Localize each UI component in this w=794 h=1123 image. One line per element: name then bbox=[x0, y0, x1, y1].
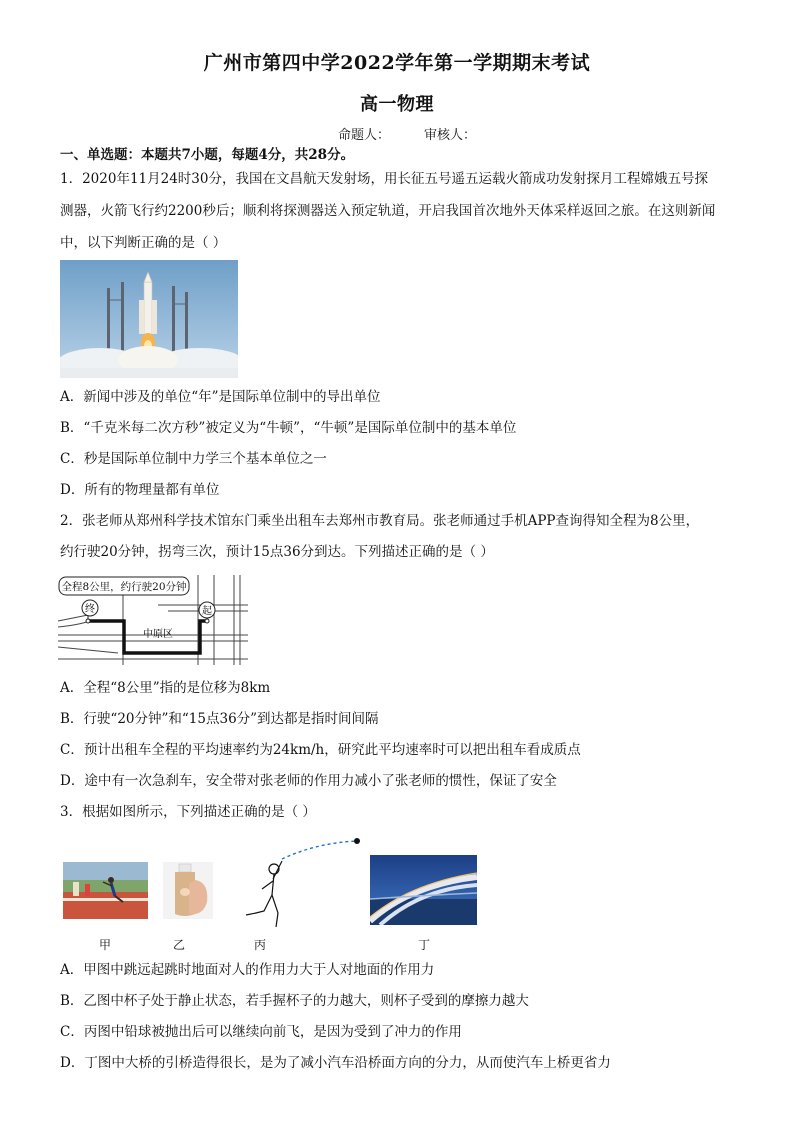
exam-title: 广州市第四中学2022学年第一学期期末考试 bbox=[203, 52, 591, 74]
section-heading: 一、单选题：本题共7小题，每题4分，共28分。 bbox=[60, 147, 355, 163]
district-label: 中原区 bbox=[143, 629, 173, 640]
map-callout: 全程8公里，约行驶20分钟 bbox=[61, 581, 187, 593]
route-map bbox=[58, 575, 248, 665]
q3-option-d: D．丁图中大桥的引桥造得很长，是为了减小汽车沿桥面方向的分力，从而使汽车上桥更省力 bbox=[60, 1055, 611, 1071]
q1-line-1: 1．2020年11月24时30分，我国在文昌航天发射场，用长征五号遥五运载火箭成功发射探月工程嫦娥五号探 bbox=[60, 171, 708, 187]
figure-label-jia: 甲 bbox=[99, 938, 112, 952]
figure-label-yi: 乙 bbox=[173, 938, 186, 952]
q2-option-d: D．途中有一次急刹车，安全带对张老师的作用力减小了张老师的惯性，保证了安全 bbox=[60, 773, 557, 789]
setter-label: 命题人： bbox=[338, 128, 391, 143]
q3-option-c: C．丙图中铅球被抛出后可以继续向前飞，是因为受到了冲力的作用 bbox=[60, 1024, 462, 1040]
q2-line-2: 约行驶20分钟，拐弯三次，预计15点36分到达。下列描述正确的是（ ） bbox=[60, 544, 494, 560]
shot-put-drawing bbox=[236, 833, 366, 933]
q2-option-c: C．预计出租车全程的平均速率约为24km/h，研究此平均速率时可以把出租车看成质点 bbox=[60, 742, 581, 758]
start-marker: 起 bbox=[202, 606, 212, 617]
q2-option-a: A．全程“8公里”指的是位移为8km bbox=[60, 680, 271, 696]
bridge-photo bbox=[370, 855, 477, 925]
q3-option-b: B．乙图中杯子处于静止状态，若手握杯子的力越大，则杯子受到的摩擦力越大 bbox=[60, 993, 529, 1009]
milk-bottle-photo bbox=[163, 862, 213, 919]
q3-line-1: 3．根据如图所示，下列描述正确的是（ ） bbox=[60, 804, 316, 820]
q1-option-c: C．秒是国际单位制中力学三个基本单位之一 bbox=[60, 451, 327, 467]
q1-line-3: 中，以下判断正确的是（ ） bbox=[60, 235, 227, 251]
figure-label-bing: 丙 bbox=[254, 938, 267, 952]
q3-option-a: A．甲图中跳远起跳时地面对人的作用力大于人对地面的作用力 bbox=[60, 962, 435, 978]
rocket-launch-photo bbox=[60, 260, 238, 378]
q2-line-1: 2．张老师从郑州科学技术馆东门乘坐出租车去郑州市教育局。张老师通过手机APP查询得知全程为8公里， bbox=[60, 513, 700, 529]
figure-label-ding: 丁 bbox=[418, 938, 431, 952]
long-jump-photo bbox=[63, 862, 148, 919]
q1-option-b: B．“千克米每二次方秒”被定义为“牛顿”，“牛顿”是国际单位制中的基本单位 bbox=[60, 420, 517, 436]
end-marker: 终 bbox=[85, 604, 95, 615]
q2-option-b: B．行驶“20分钟”和“15点36分”到达都是指时间间隔 bbox=[60, 711, 379, 727]
q1-line-2: 测器，火箭飞行约2200秒后；顺利将探测器送入预定轨道，开启我国首次地外天体采样返回之旅。在这则新闻 bbox=[60, 203, 716, 219]
reviewer-label: 审核人： bbox=[424, 128, 477, 143]
subject-title: 高一物理 bbox=[360, 94, 434, 115]
q1-option-d: D．所有的物理量都有单位 bbox=[60, 482, 220, 498]
q1-option-a: A．新闻中涉及的单位“年”是国际单位制中的导出单位 bbox=[60, 389, 381, 405]
